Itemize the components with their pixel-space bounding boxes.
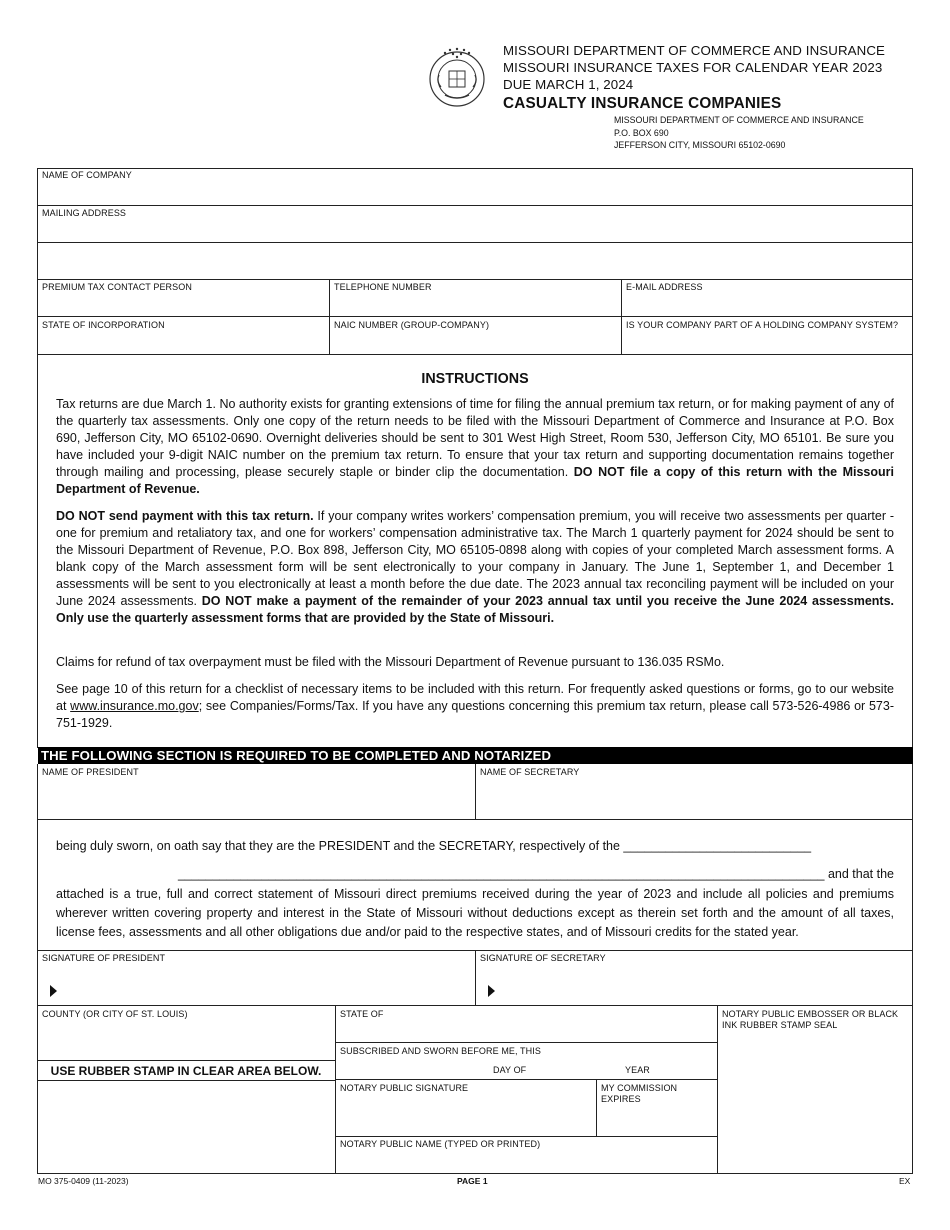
form-title: CASUALTY INSURANCE COMPANIES	[503, 95, 782, 112]
contact-person-label: PREMIUM TAX CONTACT PERSON	[42, 282, 192, 292]
state-of-field[interactable]	[336, 1021, 716, 1041]
naic-number-field[interactable]	[330, 332, 620, 354]
secretary-signature-arrow-icon	[488, 985, 495, 997]
form-code: EX	[899, 1176, 911, 1186]
county-label: COUNTY (OR CITY OF ST. LOUIS)	[42, 1009, 188, 1019]
day-of-label: DAY OF	[493, 1065, 527, 1075]
notarized-section-bar: THE FOLLOWING SECTION IS REQUIRED TO BE COMPLETED AND NOTARIZED	[38, 747, 913, 764]
address-box: P.O. BOX 690	[614, 128, 669, 138]
state-of-label: STATE OF	[340, 1009, 384, 1019]
secretary-signature-field[interactable]	[498, 966, 912, 1004]
email-label: E-MAIL ADDRESS	[626, 282, 703, 292]
address-org: MISSOURI DEPARTMENT OF COMMERCE AND INSURANCE	[614, 115, 864, 125]
president-signature-arrow-icon	[50, 985, 57, 997]
state-seal-logo	[427, 45, 487, 109]
state-incorporation-label: STATE OF INCORPORATION	[42, 320, 165, 330]
telephone-field[interactable]	[330, 294, 620, 315]
form-id: MO 375-0409 (11-2023)	[38, 1176, 129, 1186]
notary-seal-area	[718, 1034, 912, 1173]
header-dept: MISSOURI DEPARTMENT OF COMMERCE AND INSURANCE	[503, 43, 886, 58]
president-signature-label: SIGNATURE OF PRESIDENT	[42, 953, 166, 963]
secretary-name-field[interactable]	[476, 779, 912, 819]
website-link[interactable]: www.insurance.mo.gov	[70, 699, 199, 713]
instructions-title: INSTRUCTIONS	[421, 371, 529, 387]
instructions-paragraph-1: Tax returns are due March 1. No authority exists for granting extensions of time for filing the annual premium tax return, or for making payment of any of the quarterly tax assessments. Only one copy of the return needs to be filed with the Missouri Department of Commerce and Insurance at P.O. Box 690, Jefferson City, MO 65102-0690. Overnight deliveries should be sent to 301 West High Street, Room 530, Jefferson City, MO 65101. Be sure you have included your 9-digit NAIC number on the premium tax return. To ensure that your tax return and supporting documentation remains together through mailing and processing, please securely staple or binder clip the documentation. DO NOT file a copy of this return with the Missouri Department of Revenue.	[56, 397, 894, 496]
mailing-address-line2-field[interactable]	[38, 243, 912, 278]
notary-signature-label: NOTARY PUBLIC SIGNATURE	[340, 1083, 469, 1093]
secretary-name-label: NAME OF SECRETARY	[480, 767, 580, 777]
address-city: JEFFERSON CITY, MISSOURI 65102-0690	[614, 140, 786, 150]
instructions-paragraph-3: Claims for refund of tax overpayment must be filed with the Missouri Department of Revenue pursuant to 136.035 RSMo.	[56, 655, 725, 669]
subscribed-date-field[interactable]	[336, 1058, 716, 1078]
header-taxes: MISSOURI INSURANCE TAXES FOR CALENDAR YEAR 2023	[503, 60, 883, 75]
notary-seal-label: NOTARY PUBLIC EMBOSSER OR BLACK INK RUBBER STAMP SEAL	[722, 1009, 899, 1030]
telephone-label: TELEPHONE NUMBER	[334, 282, 432, 292]
holding-company-label: IS YOUR COMPANY PART OF A HOLDING COMPANY SYSTEM?	[626, 320, 899, 330]
email-field[interactable]	[622, 294, 912, 315]
year-label: YEAR	[625, 1065, 650, 1075]
secretary-signature-label: SIGNATURE OF SECRETARY	[480, 953, 606, 963]
rubber-stamp-note: USE RUBBER STAMP IN CLEAR AREA BELOW.	[50, 1064, 322, 1078]
notary-name-field[interactable]	[336, 1151, 716, 1173]
state-incorporation-field[interactable]	[38, 332, 328, 354]
contact-person-field[interactable]	[38, 294, 328, 315]
subscribed-label: SUBSCRIBED AND SWORN BEFORE ME, THIS	[340, 1046, 541, 1056]
oath-line-2: _____________________________________________________________________________________________ and that the	[177, 867, 894, 881]
mailing-address-field[interactable]	[38, 220, 912, 241]
instructions-paragraph-2: DO NOT send payment with this tax return. If your company writes workers’ compensation premium, you will receive two assessments per quarter - one for premium and retaliatory tax, and one for workers’ compensation administrative tax. The March 1 quarterly payment for 2024 should be sent to the Missouri Department of Revenue, P.O. Box 898, Jefferson City, MO 65105-0898 along with copies of your completed March assessment forms. A blank copy of the March assessment form will be sent electronically to your company in January. The June 1, September 1, and December 1 assessments will be sent to you electronically at least a month before the due date. The 2023 annual tax reconciling payment will be included on your June 2024 assessments. DO NOT make a payment of the remainder of your 2023 annual tax until you receive the June 2024 assessments. Only use the quarterly assessment forms that are provided by the State of Missouri.	[56, 509, 894, 625]
name-of-company-label: NAME OF COMPANY	[42, 170, 132, 180]
holding-company-field[interactable]	[622, 332, 912, 354]
president-name-label: NAME OF PRESIDENT	[42, 767, 139, 777]
oath-statement: attached is a true, full and correct statement of Missouri direct premiums received during the year of 2023 and include all policies and premiums wherever written covering property and interest in the State of Missouri without deductions except as therein set forth and the amount of all taxes, license fees, assessments and all other obligations due and/or paid to the respective states, and of Missouri credits for the stated year.	[56, 887, 894, 939]
rubber-stamp-area	[38, 1081, 334, 1173]
mailing-address-label: MAILING ADDRESS	[42, 208, 127, 218]
county-field[interactable]	[38, 1021, 334, 1059]
notary-signature-field[interactable]	[336, 1095, 595, 1135]
commission-expires-field[interactable]	[597, 1106, 716, 1135]
president-name-field[interactable]	[38, 779, 474, 819]
name-of-company-field[interactable]	[38, 182, 912, 204]
page-number: PAGE 1	[457, 1176, 488, 1186]
president-signature-field[interactable]	[60, 966, 474, 1004]
header-due-date: DUE MARCH 1, 2024	[503, 77, 634, 92]
instructions-paragraph-4: See page 10 of this return for a checklist of necessary items to be included with this return. For frequently asked questions or forms, go to our website at www.insurance.mo.gov; see Companies/Forms/Tax. If you have any questions concerning this premium tax return, please call 573-526-4986 or 573-751-1929.	[56, 682, 894, 730]
naic-number-label: NAIC NUMBER (GROUP-COMPANY)	[334, 320, 490, 330]
notary-name-label: NOTARY PUBLIC NAME (TYPED OR PRINTED)	[340, 1139, 541, 1149]
commission-expires-label: MY COMMISSION EXPIRES	[601, 1083, 678, 1104]
oath-line-1: being duly sworn, on oath say that they are the PRESIDENT and the SECRETARY, respectively of the ___________________________	[56, 839, 812, 853]
